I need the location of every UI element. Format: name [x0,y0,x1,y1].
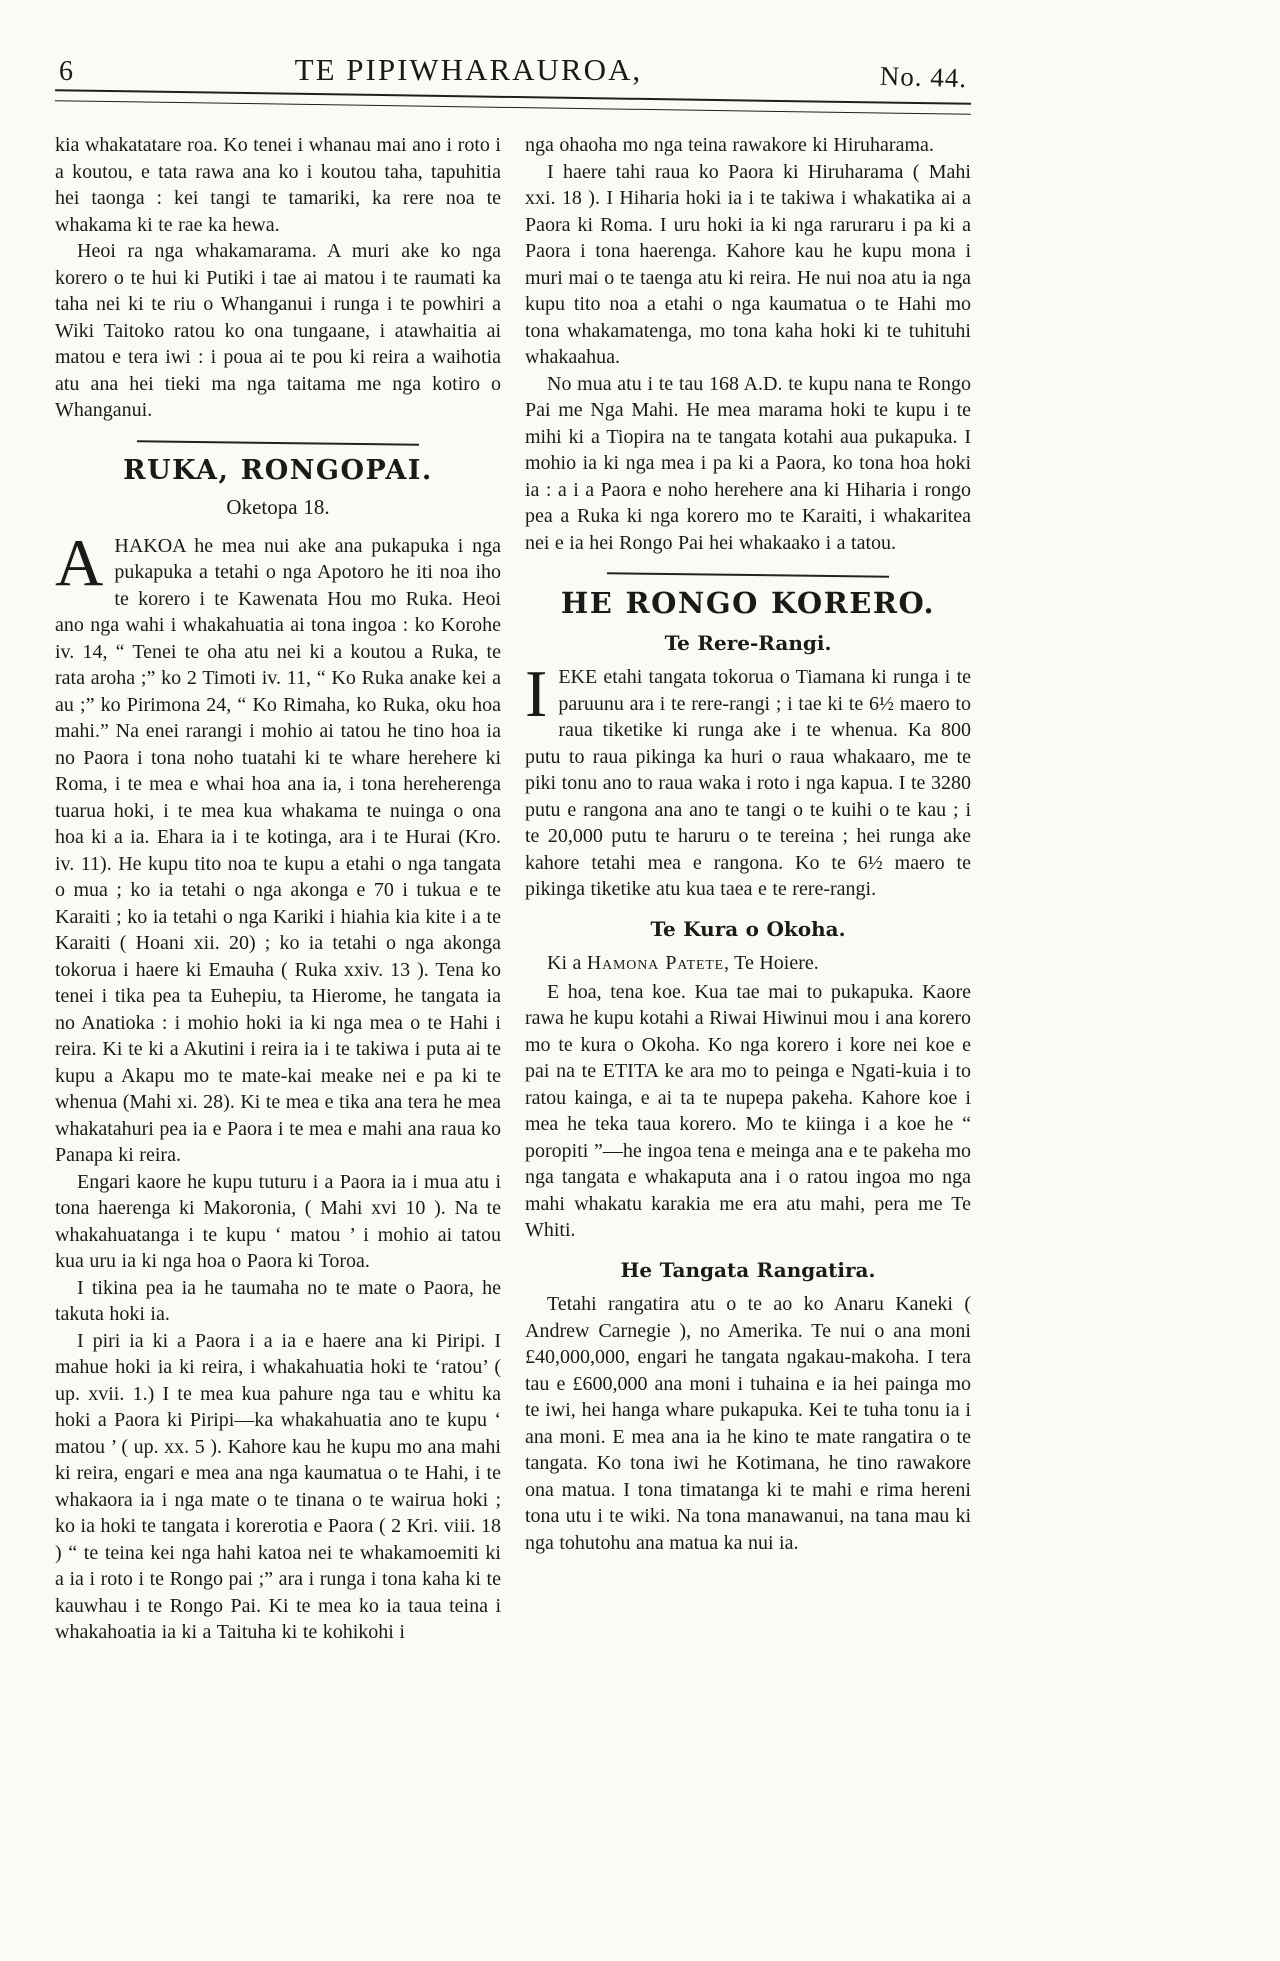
paragraph: I haere tahi raua ko Paora ki Hiruharama ( Mahi xxi. 18 ). I Hiharia hoki ia i te takiwa i whakatika ai a Paora ki Roma. I uru hoki ia ki nga raruraru i pa ki a Paora i tona haerenga. Kahore kau he kupu mona i muri mai o te taenga atu ki reira. He nui noa atu ia nga kupu tito noa a etahi o nga kaumatua o te Hahi mo tona whakamatenga, mo tona kaha hoki ki te tuhituhi whakaahua. [525,160,971,368]
columns [55,132,971,1646]
lead-paragraph [55,525,501,1169]
paragraph: Tetahi rangatira atu o te ao ko Anaru Kaneki ( Andrew Carnegie ), no Amerika. Te nui o ana moni £40,000,000, engari he tangata ngakau-makoha. I tera tau e £600,000 ana moni i tuhaina e ia hei painga mo te iwi, hei hanga whare pukapuka. Kei te tuha tonu ia i ana moni. E mea ana ia he kino te mate rangatira o te tangata. Ko tona iwi he Kotimana, he tino rawakore ona matua. I tona timatanga ki te mahi e rima hereni tona utu i te wiki. Na tona manawanui, na tana mau ki nga tohutohu ana matua ka nui ia. [525,1293,971,1554]
section-heading: Te Kura o Okoha. [650,916,846,941]
section-heading: He Tangata Rangatira. [620,1257,876,1282]
paragraph: E hoa, tena koe. Kua tae mai to pukapuka. Kaore rawa he kupu kotahi a Riwai Hiwinui mou i ana korero mo te kura o Okoha. Ko nga korero i kore nei koe e pai na te ETITA ke ara mo to peinga e Ngati-kuia i to ratou kainga, e ai ta te nupepa pakeha. Kahore koe i mea he teka taua korero. Mo te kiinga i a koe he “ poropiti ”—he ingoa tena e meinga ana e te pakeha mo nga tangata e whakaputa ana i o ratou ingoa mo nga mahi whakatu karakia me era atu mahi, pera me Te Whiti. [525,980,971,1241]
paragraph: Engari kaore he kupu tuturu i a Paora ia i mua atu i tona haerenga ki Makoronia, ( Mahi xvi 10 ). Na te whakahuatanga i te kupu ‘ matou ’ i mohio ai tatou kua uru ia ki nga hoa o Paora ki Toroa. [55,1170,501,1272]
masthead-title: TE PIPIWHARAUROA, [294,52,643,87]
paragraph: I piri ia ki a Paora i a ia e haere ana ki Piripi. I mahue hoki ia ki reira, i whakahuatia hoki te ‘ratou’ ( up. xvii. 1.) I te mea kua pahure nga tau e whitu ka hoki a Paora ki Piripi—ka whakahuatia ano te kupu ‘ matou ’ ( up. xx. 5 ). Kahore kau he kupu mo ana mahi ki reira, engari e mea ana nga kaumatua o te Hahi, i te whakaora ia i nga mate o te tinana o te wairua hoki ; ko ia hoki te tangata i korerotia e Paora ( 2 Kri. viii. 18 ) “ te teina kei nga hahi katoa nei te whakamoemiti ki a ia i roto i te Rongo pai ;” ara i runga i tona kaha ki te kauwhau i te Rongo Pai. Ki te mea ko ia taua teina i whakahoatia ia ki a Taituha ki te kohikohi i [55,1329,501,1643]
paragraph: nga ohaoha mo nga teina rawakore ki Hiruharama. [525,134,934,156]
lead-text: HAKOA he mea nui ake ana pukapuka i nga pukapuka a tetahi o nga Apotoro he iti noa iho te korero i te Kawenata Hou mo Ruka. Heoi ano nga wahi i whakahuatia ai tona ingoa : ko Korohe iv. 14, “ Tenei te oha atu nei ki a koutou a Ruka, te rata aroha ;” ko 2 Timoti iv. 11, “ Ko Ruka anake kei a au ;” ko Pirimona 24, “ Ko Rimaha, ko Ruka, oku hoa mahi.” Na enei rarangi i mohio ai tatou he tino hoa ia no Paora i tona noho tuatahi ki te whare herehere ki Roma, i te mea e whai hoa ana ia, i tona hereherenga tuarua hoki, i te mea kua whakama te nuinga o ona hoa ki a ia. Ehara ia i te kotinga, ara i te Hurai (Kro. iv. 11). He kupu tito noa te kupu a etahi o nga tangata o mua ; ko ia tetahi o nga akonga e 70 i tukua e te Karaiti ; ko ia tetahi o nga Kariki i hiahia kia kite i a te Karaiti ( Hoani xii. 20) ; ko ia tetahi o nga akonga tokorua i haere ki Emauha ( Ruka xxiv. 13 ). Tena ko tenei i tika pea ta Euhepiu, ta Hierome, he tangata ia no Anatioka : i mohio hoki ia ki nga mea o te Hahi i reira. Ki te ki a Akutini i reira ia i te takiwa i puta ai te kupu a Akapu mo te mate-kai meake nei e pa ki te whenua (Mahi xi. 28). Ki te mea e tika ana tera he mea whakatahuri pea ia e Paora i te mea e mahi ana raua ko Panapa ki reira. [55,534,501,1166]
header-rule [55,89,971,115]
section-divider [607,572,889,577]
paragraph: I tikina pea ia he taumaha no te mate o Paora, he takuta hoki ia. [55,1276,501,1325]
right-column [525,132,971,1646]
dropcap-letter: I [525,657,548,731]
salutation-name: Hamona Patete [586,952,725,974]
paragraph: kia whakatatare roa. Ko tenei i whanau mai ano i roto i a koutou, e tata rawa ana ko i koutou taha, tapuhitia hei taonga : kei tangi te tamariki, ka rere noa te whakama ki te rae ka hewa. [55,134,501,236]
section-divider [137,440,419,445]
salutation-line [525,950,971,977]
paragraph: No mua atu i te tau 168 A.D. te kupu nana te Rongo Pai me Nga Mahi. He mea marama hoki te kupu i te mihi ki a Tiopira na te tangata kotahi aua pukapuka. I mohio ia ki nga mea i pa ki a Paora, ko tona hoa hoki ia : a i a Paora e noho herehere ana ki Hiharia i rongo pea a Ruka ki nga korero mo te Karaiti, i whakaritea nei e ia hei Rongo Pai hei whakaako i a tatou. [525,372,971,554]
article-title: HE RONGO KORERO. [560,586,936,620]
page-header [55,52,971,94]
issue-number: No. 44. [879,60,968,94]
article-title: RUKA, RONGOPAI. [123,454,433,486]
page-number: 6 [59,56,73,87]
salutation-prefix: Ki a [547,952,587,974]
lead-text: EKE etahi tangata tokorua o Tiamana ki runga i te paruunu ara i te rere-rangi ; i tae ki te 6½ maero to raua tiketike ki runga ake i te whenua. Ka 800 putu to raua pikinga ka huri o raua whakaaro, me te piki tonu ano to raua waka i roto i nga kapua. I te 3280 putu e rangona ana ano te tangi o te kuihi o te kau ; i te 20,000 putu te haruru o te tereina ; hei runga ake kahore tetahi mea e rangona. Ko te 6½ maero te pikinga tiketike atu kua taea e te rere-rangi. [525,666,971,900]
article-dateline: Oketopa 18. [226,495,330,519]
paragraph: Heoi ra nga whakamarama. A muri ake ko nga korero o te hui ki Putiki i tae ai matou i te raumati ka taha nei ki te riu o Whanganui i runga i te powhiri a Wiki Taitoko ratou ko ona tungaane, i atawhaitia ai matou e tera iwi : i poua ai te pou ki reira a waihotia atu ana hei tieki ma nga taitama me nga kotiro o Whanganui. [55,240,501,421]
page-content [55,52,971,1646]
lead-paragraph [525,657,971,903]
left-column [55,132,501,1646]
salutation-suffix: , Te Hoiere. [724,952,819,974]
section-heading: Te Rere-Rangi. [664,630,832,655]
dropcap-letter: A [55,525,104,600]
